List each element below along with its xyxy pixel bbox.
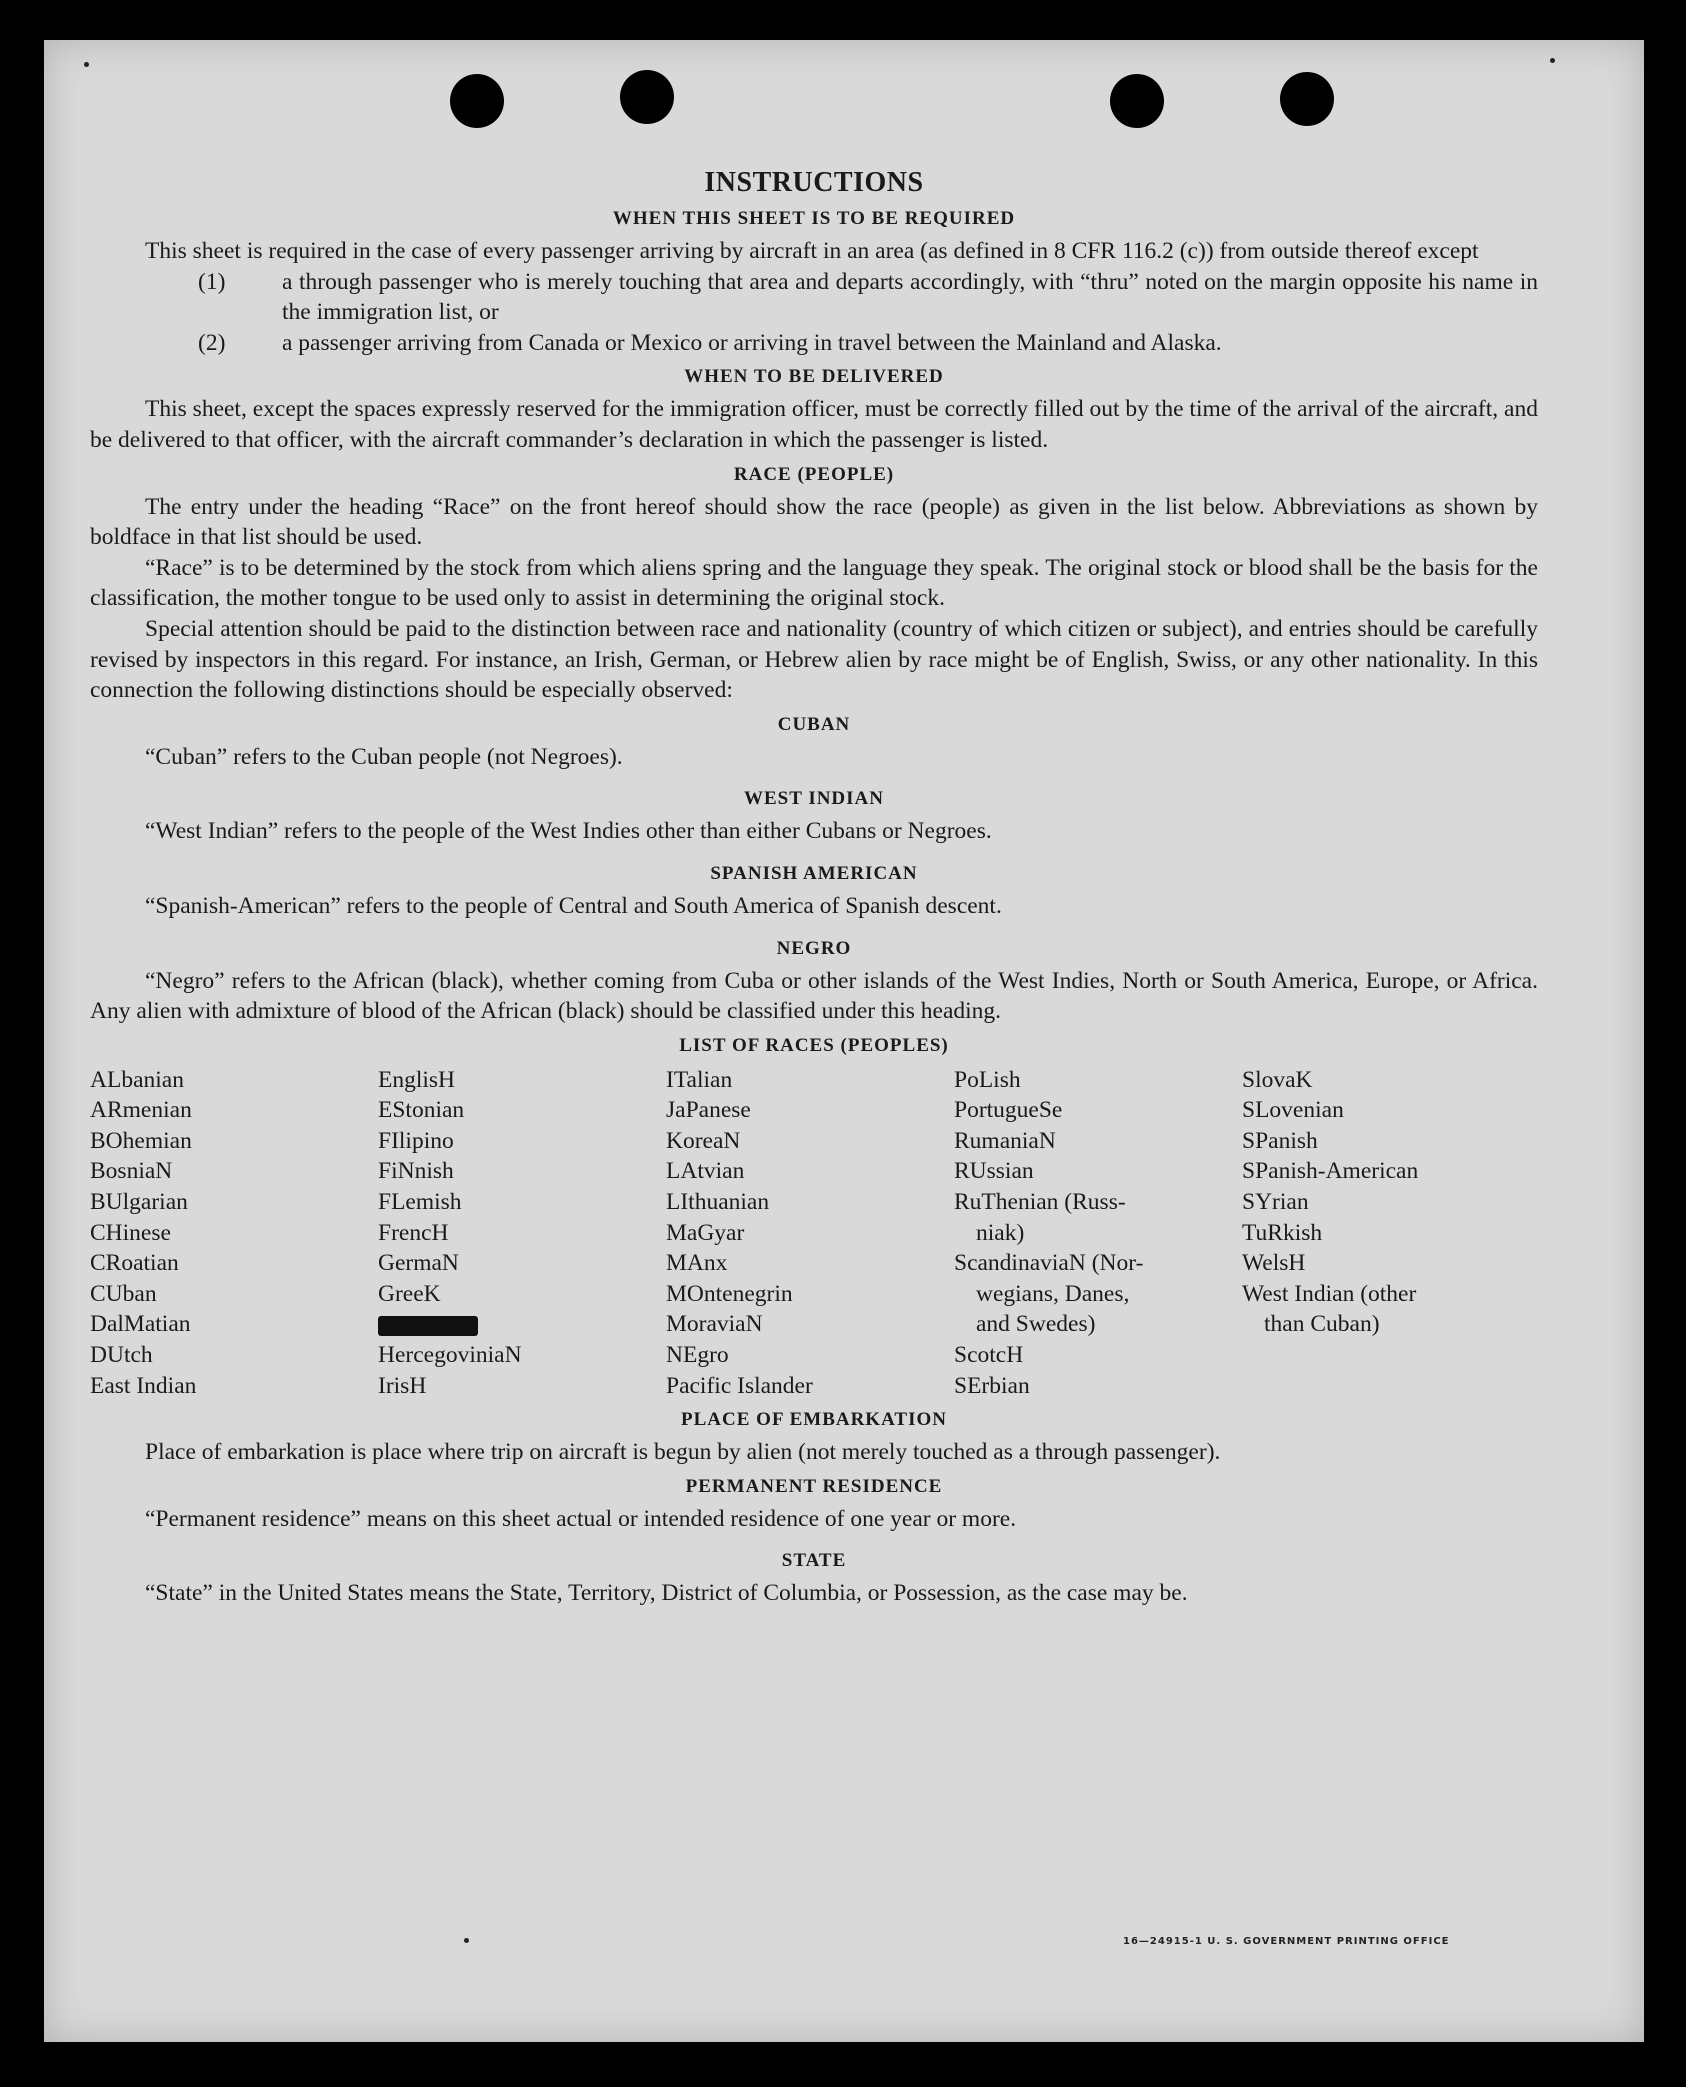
spanish-american-text: “Spanish-American” refers to the people of Central and South America of Spanish descent. — [145, 892, 1002, 919]
race-item: FrencH — [378, 1219, 449, 1246]
race-item: SYrian — [1242, 1189, 1309, 1216]
race-item: BOhemian — [90, 1127, 192, 1154]
race-column — [666, 1065, 954, 1402]
race-item: LAtvian — [666, 1158, 745, 1185]
race-item-continued: and Swedes) — [976, 1311, 1096, 1338]
residence-text: “Permanent residence” means on this sheet actual or intended residence of one year or more. — [145, 1505, 1017, 1532]
race-heading: RACE (PEOPLE) — [733, 463, 895, 485]
race-item: ITalian — [666, 1066, 733, 1093]
race-item: MOntenegrin — [666, 1280, 793, 1307]
race-item-continued: niak) — [976, 1219, 1025, 1246]
race-item: GreeK — [378, 1280, 441, 1307]
race-item: LIthuanian — [666, 1189, 770, 1216]
race-paragraph: The entry under the heading “Race” on the front hereof should show the race (people) as given in the list below. Abbreviations as shown by boldface in that list should be used. — [90, 493, 1538, 551]
negro-text: “Negro” refers to the African (black), whether coming from Cuba or other islands of the West Indies, North or South America, Europe, or Africa. Any alien with admixture of blood of the African (black) should be classified under this heading. — [90, 967, 1538, 1025]
exception-item: (2) a passenger arriving from Canada or Mexico or arriving in travel between the Mainland and Alaska. — [198, 329, 1222, 356]
document-sheet — [44, 40, 1644, 2042]
race-item: RumaniaN — [954, 1127, 1056, 1154]
race-item: MAnx — [666, 1250, 728, 1277]
instructions-body — [90, 166, 1538, 1609]
punch-hole — [1110, 74, 1164, 128]
race-item: SPanish — [1242, 1127, 1318, 1154]
race-item-continued: than Cuban) — [1264, 1311, 1380, 1338]
race-column — [90, 1065, 378, 1402]
race-item: FiNnish — [378, 1158, 454, 1185]
race-item: WelsH — [1242, 1250, 1306, 1277]
race-item: ALbanian — [90, 1066, 184, 1093]
race-item: ScotcH — [954, 1342, 1024, 1369]
race-list — [90, 1065, 1538, 1402]
race-item: West Indian (other — [1242, 1280, 1417, 1307]
delivered-text: This sheet, except the spaces expressly reserved for the immigration officer, must be correctly filled out by the time of the arrival of the aircraft, and be delivered to that officer, with the aircraft commander’s declaration in which the passenger is listed. — [90, 396, 1538, 453]
race-item: HercegoviniaN — [378, 1342, 522, 1369]
race-item: DalMatian — [90, 1311, 191, 1338]
race-column — [954, 1065, 1242, 1402]
race-item: EStonian — [378, 1097, 465, 1124]
state-text: “State” in the United States means the State, Territory, District of Columbia, or Possession, as the case may be. — [145, 1580, 1188, 1607]
race-item: ScandinaviaN (Nor- — [954, 1250, 1144, 1277]
page-title: INSTRUCTIONS — [704, 167, 924, 198]
race-item: CHinese — [90, 1219, 171, 1246]
race-item: Pacific Islander — [666, 1372, 813, 1399]
negro-heading: NEGRO — [776, 937, 852, 959]
race-column — [378, 1065, 666, 1402]
race-item: SErbian — [954, 1372, 1030, 1399]
race-item: BUlgarian — [90, 1189, 188, 1216]
residence-heading: PERMANENT RESIDENCE — [685, 1475, 943, 1497]
delivered-heading: WHEN TO BE DELIVERED — [684, 366, 944, 388]
cuban-heading: CUBAN — [777, 713, 851, 735]
race-paragraph: “Race” is to be determined by the stock from which aliens spring and the language they speak. The original stock or blood shall be the basis for the classification, the mother tongue to be used only to assist in determining the original stock. — [90, 554, 1538, 612]
race-item: JaPanese — [666, 1097, 751, 1124]
redacted-entry — [378, 1309, 666, 1340]
race-item-continued: wegians, Danes, — [976, 1280, 1130, 1307]
race-item: PoLish — [954, 1066, 1021, 1093]
race-item: NEgro — [666, 1342, 729, 1369]
race-item: KoreaN — [666, 1127, 741, 1154]
race-item: FIlipino — [378, 1127, 454, 1154]
redaction-mark — [378, 1316, 478, 1336]
west-indian-text: “West Indian” refers to the people of the West Indies other than either Cubans or Negroes. — [145, 818, 992, 845]
corner-mark — [84, 62, 89, 67]
corner-mark — [1550, 58, 1555, 63]
race-item: BosniaN — [90, 1158, 173, 1185]
state-heading: STATE — [781, 1550, 847, 1572]
race-item: ARmenian — [90, 1097, 192, 1124]
race-item: SlovaK — [1242, 1066, 1313, 1093]
race-item: CRoatian — [90, 1250, 179, 1277]
cuban-text: “Cuban” refers to the Cuban people (not Negroes). — [145, 743, 623, 770]
punch-hole — [1280, 72, 1334, 126]
west-indian-heading: WEST INDIAN — [744, 788, 884, 810]
race-item: DUtch — [90, 1342, 153, 1369]
print-code: 16—24915-1 U. S. GOVERNMENT PRINTING OFFICE — [1123, 1936, 1450, 1947]
race-item: MoraviaN — [666, 1311, 763, 1338]
required-text: This sheet is required in the case of every passenger arriving by aircraft in an area (as defined in 8 CFR 116.2 (c)) from outside thereof except — [145, 238, 1479, 264]
punch-hole — [620, 70, 674, 124]
race-item: FLemish — [378, 1189, 462, 1216]
race-item: MaGyar — [666, 1219, 745, 1246]
race-paragraph: Special attention should be paid to the distinction between race and nationality (country of which citizen or subject), and entries should be carefully revised by inspectors in this regard. For instance, an Irish, German, or Hebrew alien by race might be of English, Swiss, or any other nationality. In this connection the following distinctions should be especially observed: — [90, 615, 1538, 704]
race-item: RuThenian (Russ- — [954, 1189, 1126, 1216]
race-item: IrisH — [378, 1372, 427, 1399]
race-item: RUssian — [954, 1158, 1034, 1185]
race-item: TuRkish — [1242, 1219, 1323, 1246]
race-item: EnglisH — [378, 1066, 456, 1093]
race-item: PortugueSe — [954, 1097, 1063, 1124]
embarkation-text: Place of embarkation is place where trip on aircraft is begun by alien (not merely touched as a through passenger). — [145, 1439, 1221, 1466]
stray-mark — [464, 1938, 469, 1943]
race-item: East Indian — [90, 1372, 197, 1399]
race-item: CUban — [90, 1280, 157, 1307]
race-item: GermaN — [378, 1250, 459, 1277]
punch-hole — [450, 74, 504, 128]
race-column — [1242, 1065, 1538, 1402]
race-item: SLovenian — [1242, 1097, 1344, 1124]
spanish-american-heading: SPANISH AMERICAN — [710, 862, 918, 884]
race-item: SPanish-American — [1242, 1158, 1419, 1185]
embarkation-heading: PLACE OF EMBARKATION — [681, 1409, 947, 1431]
exception-item: (1) a through passenger who is merely touching that area and departs accordingly, with “thru” noted on the margin opposite his name in the immigration list, or — [198, 268, 1538, 326]
list-heading: LIST OF RACES (PEOPLES) — [679, 1034, 949, 1056]
required-heading: WHEN THIS SHEET IS TO BE REQUIRED — [612, 208, 1016, 229]
